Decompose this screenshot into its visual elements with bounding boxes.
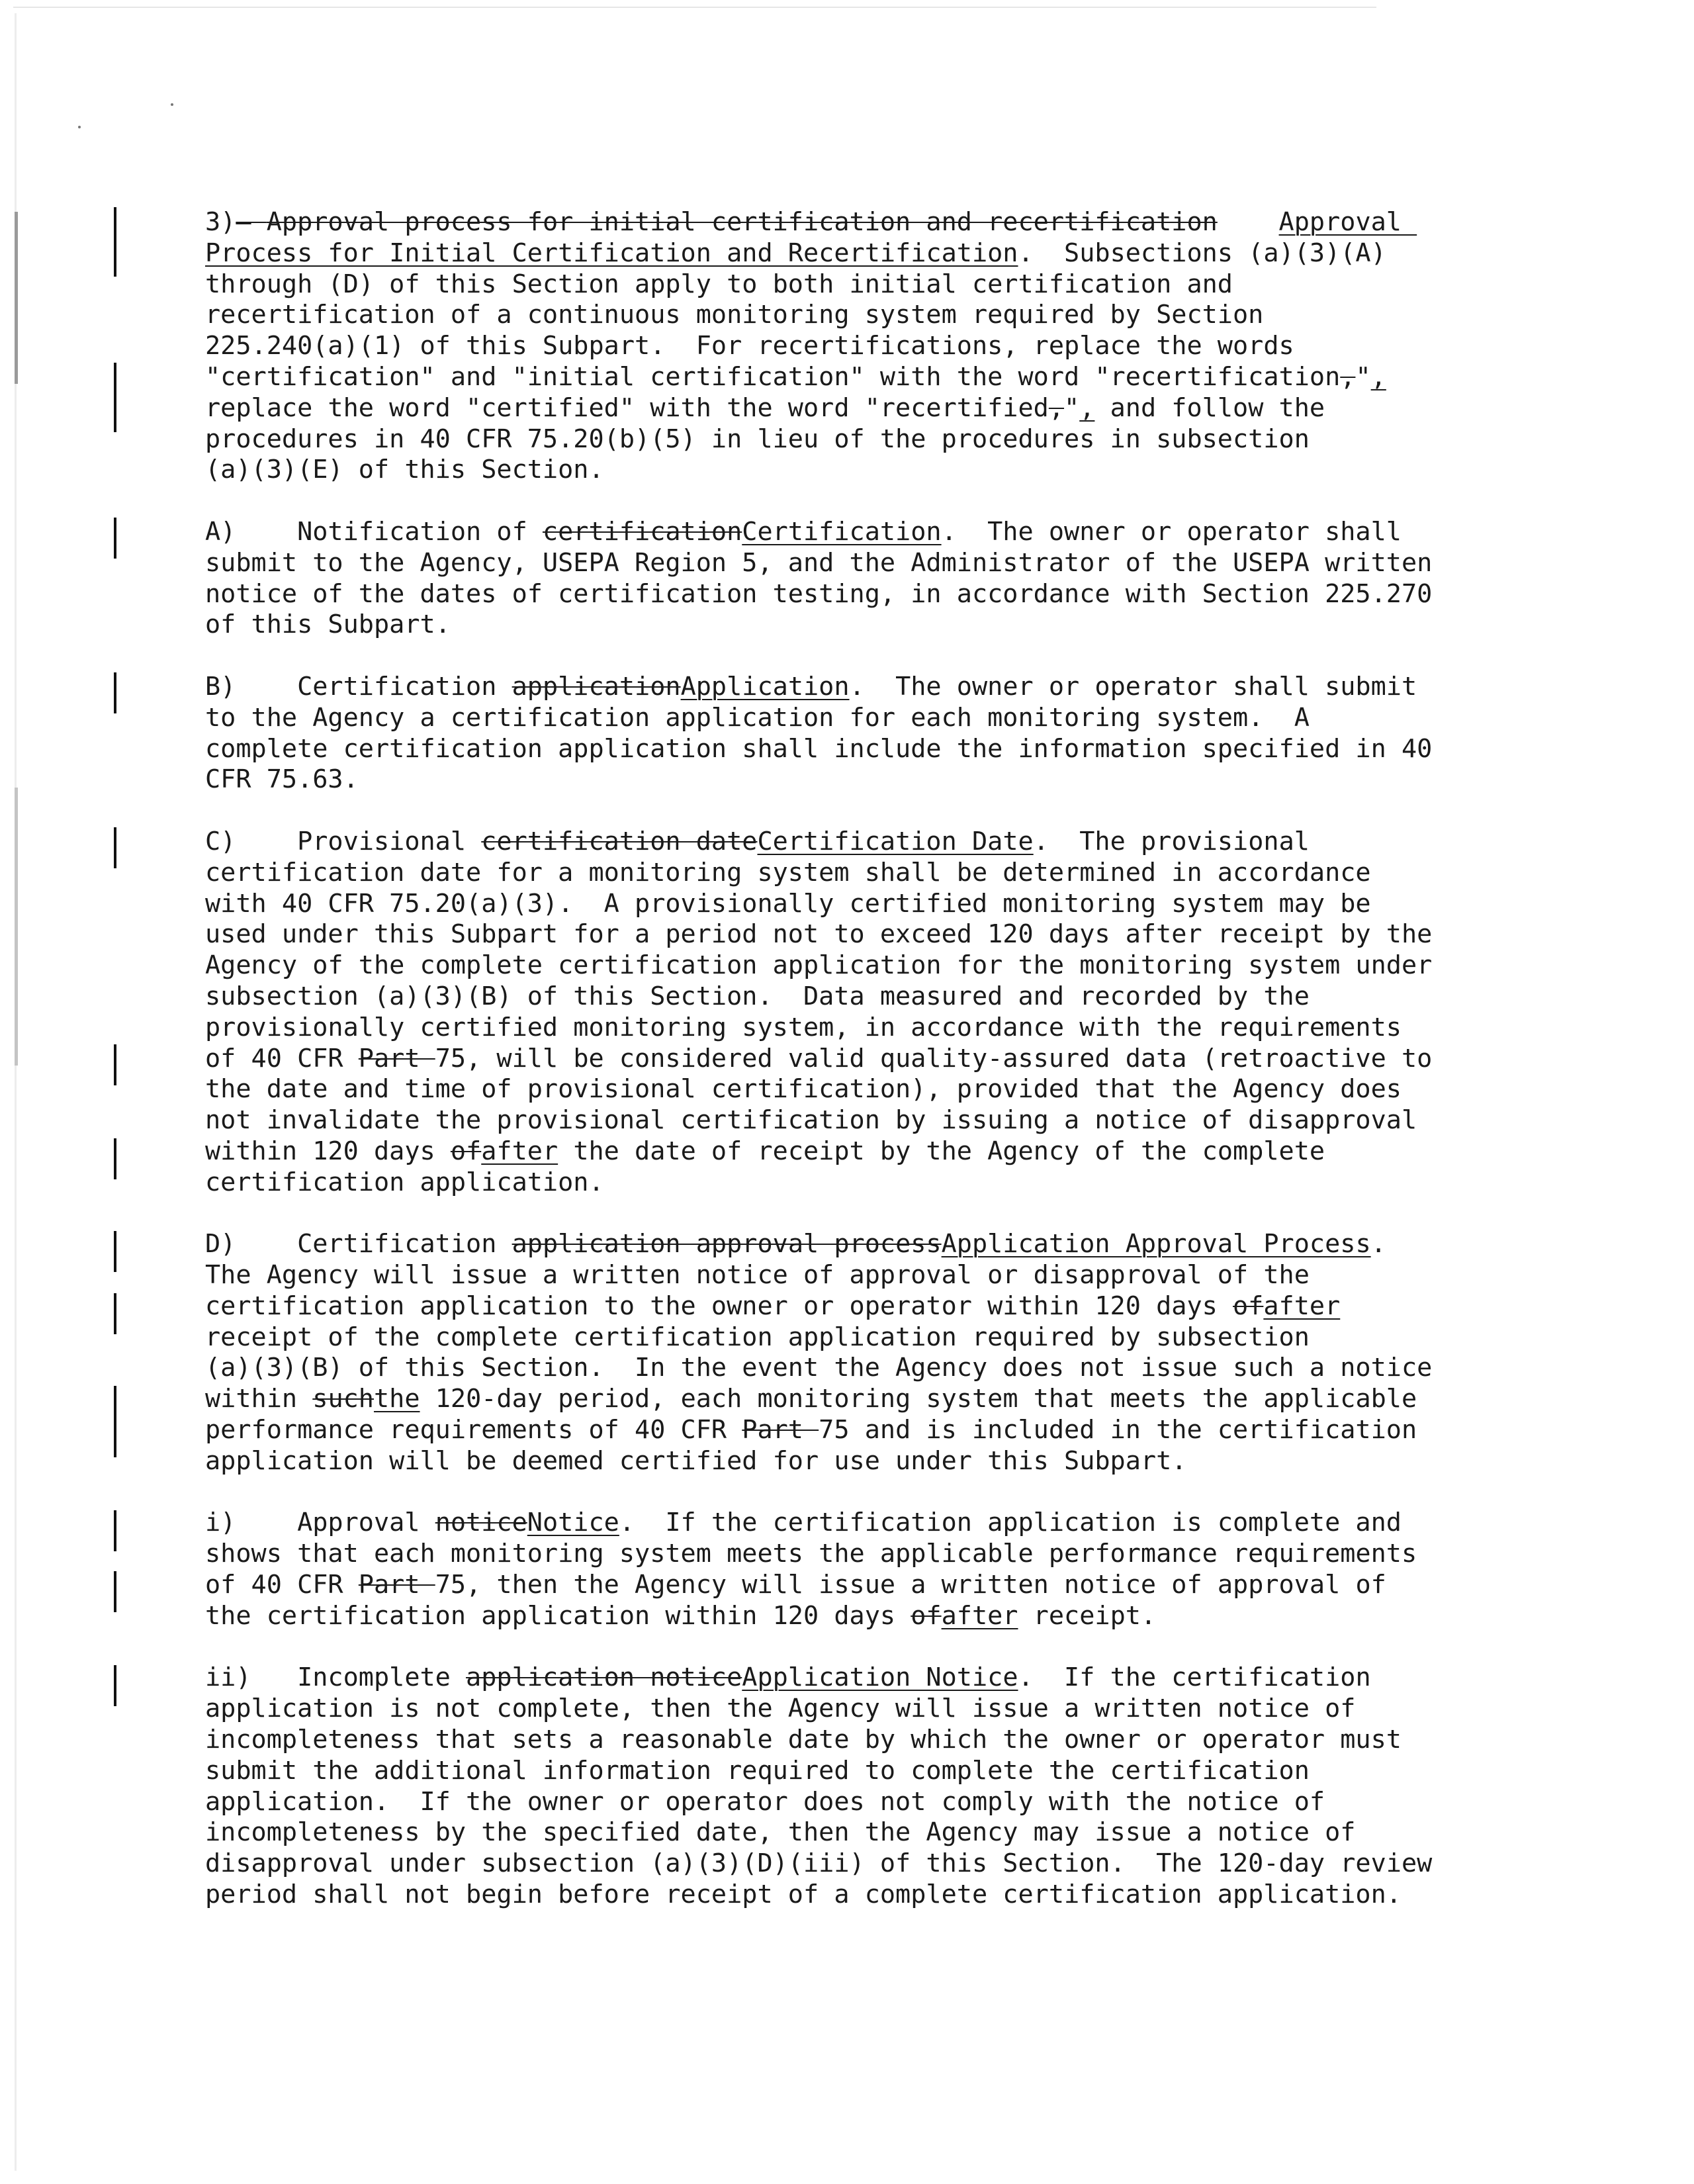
deleted-text: of (1233, 1291, 1264, 1321)
body-text: " (1355, 361, 1371, 392)
body-text: 75 and is included in the certification (819, 1415, 1417, 1445)
text-line (205, 207, 1529, 238)
body-text: provisionally certified monitoring system, in accordance with the requirements (205, 1012, 1402, 1042)
body-text: application. If the owner or operator does not comply with the notice of (205, 1786, 1325, 1817)
body-text: subsection (a)(3)(B) of this Section. Data measured and recorded by the (205, 981, 1310, 1011)
text-line (205, 919, 1529, 950)
text-line (205, 1322, 1529, 1353)
scan-border-top (13, 7, 1376, 8)
text-line (205, 455, 1529, 486)
inserted-text: Certification Date (757, 826, 1034, 856)
inserted-text: Certification (742, 516, 942, 547)
scan-speck (78, 126, 81, 128)
deleted-text: Part (358, 1570, 435, 1600)
body-text: certification application. (205, 1167, 604, 1197)
paragraph (205, 672, 1529, 796)
change-bar (114, 1231, 116, 1272)
paragraph (205, 517, 1529, 641)
text-line (205, 1756, 1529, 1787)
body-text: period shall not begin before receipt of a complete certification application. (205, 1880, 1402, 1910)
text-line (205, 950, 1529, 981)
text-line (205, 1508, 1529, 1539)
body-text: within (205, 1384, 313, 1414)
body-text: . The owner or operator shall submit (849, 671, 1417, 702)
text-line (205, 981, 1529, 1013)
body-text: application is not complete, then the Agency will issue a written notice of (205, 1694, 1356, 1724)
text-line (205, 1013, 1529, 1044)
inserted-text: Approval (1278, 207, 1417, 237)
paragraph (205, 1508, 1529, 1631)
text-line (205, 269, 1529, 300)
body-text: certification date for a monitoring system shall be determined in accordance (205, 857, 1371, 887)
text-line (205, 703, 1529, 734)
deleted-text: notice (435, 1508, 527, 1538)
inserted-text: Notice (527, 1508, 619, 1538)
body-text: Agency of the complete certification application for the monitoring system under (205, 950, 1433, 981)
deleted-text: Part (742, 1415, 819, 1445)
inserted-text: after (1263, 1291, 1341, 1321)
body-text: The Agency will issue a written notice of approval or disapproval of the (205, 1260, 1310, 1291)
text-line (205, 1229, 1529, 1260)
body-text: of 40 CFR (205, 1043, 359, 1073)
paragraph (205, 1662, 1529, 1910)
deleted-text: application approval process (512, 1229, 942, 1259)
body-text: B) Certification (205, 671, 512, 702)
inserted-text: Application (680, 671, 850, 702)
text-line (205, 764, 1529, 796)
body-text: submit to the Agency, USEPA Region 5, and the Administrator of the USEPA written (205, 547, 1433, 578)
body-text: . (1370, 1229, 1386, 1259)
body-text: D) Certification (205, 1229, 512, 1259)
body-text: within 120 days (205, 1136, 451, 1166)
body-text: C) Provisional (205, 826, 482, 856)
text-line (205, 1044, 1529, 1075)
body-text: the date and time of provisional certification), provided that the Agency does (205, 1074, 1402, 1105)
body-text: used under this Subpart for a period not to exceed 120 days after receipt by the (205, 919, 1433, 950)
body-text: with 40 CFR 75.20(a)(3). A provisionally certified monitoring system may be (205, 888, 1371, 919)
text-line (205, 238, 1529, 269)
body-text: through (D) of this Section apply to both initial certification and (205, 269, 1233, 299)
text-line (205, 579, 1529, 610)
document-body (205, 207, 1529, 1942)
change-bar (114, 1416, 116, 1457)
deleted-text: certification (542, 516, 742, 547)
text-line (205, 1291, 1529, 1322)
body-text: complete certification application shall include the information specified in 40 (205, 733, 1433, 764)
text-line (205, 1539, 1529, 1570)
body-text: shows that each monitoring system meets the applicable performance requirements (205, 1539, 1417, 1569)
change-bar (114, 672, 116, 713)
deleted-text: certification date (481, 826, 758, 856)
text-line (205, 300, 1529, 331)
body-text: . Subsections (a)(3)(A) (1018, 238, 1386, 268)
change-bar (114, 207, 116, 277)
body-text: 225.240(a)(1) of this Subpart. For recertifications, replace the words (205, 331, 1294, 361)
deleted-text: , (1048, 392, 1065, 423)
text-line (205, 362, 1529, 393)
text-line (205, 889, 1529, 920)
text-line (205, 517, 1529, 548)
text-line (205, 1694, 1529, 1725)
body-text: receipt of the complete certification application required by subsection (205, 1322, 1310, 1352)
change-bar (114, 363, 116, 432)
body-text: (a)(3)(B) of this Section. In the event the Agency does not issue such a notice (205, 1353, 1433, 1383)
text-line (205, 548, 1529, 579)
text-line (205, 734, 1529, 765)
inserted-text: , (1370, 361, 1386, 392)
inserted-text: after (481, 1136, 558, 1166)
deleted-text: Approval process for initial certification and recertification (266, 207, 1218, 237)
scan-edge-shade (15, 212, 18, 384)
text-line (205, 1725, 1529, 1756)
text-line (205, 1880, 1529, 1911)
inserted-text: the (373, 1384, 420, 1414)
text-line (205, 1136, 1529, 1167)
body-text: replace the word "certified" with the word "recertified (205, 392, 1049, 423)
body-text: 3) (205, 207, 236, 237)
deleted-text: application (512, 671, 681, 702)
body-text: not invalidate the provisional certification by issuing a notice of disapproval (205, 1105, 1417, 1136)
deleted-text: of (450, 1136, 482, 1166)
body-text: submit the additional information required to complete the certification (205, 1755, 1310, 1786)
body-text: 75, then the Agency will issue a written notice of approval of (435, 1570, 1386, 1600)
change-bar (114, 1138, 116, 1179)
body-text: disapproval under subsection (a)(3)(D)(iii) of this Section. The 120-day review (205, 1848, 1433, 1879)
change-bar (114, 1665, 116, 1706)
body-text: of this Subpart. (205, 610, 451, 640)
inserted-text: after (941, 1600, 1018, 1631)
deleted-text: application notice (466, 1662, 742, 1693)
text-line (205, 1446, 1529, 1477)
body-text: . If the certification application is complete and (619, 1508, 1402, 1538)
body-text: receipt. (1018, 1600, 1157, 1631)
text-line (205, 1384, 1529, 1415)
text-line (205, 1570, 1529, 1601)
text-line (205, 1601, 1529, 1632)
text-line (205, 331, 1529, 362)
body-text: 120-day period, each monitoring system that meets the applicable (420, 1384, 1417, 1414)
text-line (205, 1260, 1529, 1291)
body-text: procedures in 40 CFR 75.20(b)(5) in lieu of the procedures in subsection (205, 424, 1310, 454)
deleted-text: — (236, 207, 267, 237)
inserted-text: , (1079, 392, 1095, 423)
body-text: . The owner or operator shall (941, 516, 1402, 547)
paragraph (205, 207, 1529, 486)
body-text: "certification" and "initial certification" with the word "recertification (205, 361, 1341, 392)
text-line (205, 1817, 1529, 1848)
scan-edge-shade (15, 788, 18, 1066)
body-text: CFR 75.63. (205, 764, 359, 795)
body-text: i) Approval (205, 1508, 435, 1538)
text-line (205, 1415, 1529, 1446)
paragraph (205, 827, 1529, 1199)
body-text: the certification application within 120 days (205, 1600, 911, 1631)
change-bar (114, 1293, 116, 1334)
body-text: . The provisional (1033, 826, 1310, 856)
body-text: application will be deemed certified for use under this Subpart. (205, 1445, 1187, 1476)
change-bar (114, 518, 116, 559)
text-line (205, 1662, 1529, 1694)
text-line (205, 1105, 1529, 1136)
body-text: certification application to the owner or operator within 120 days (205, 1291, 1233, 1321)
deleted-text: , (1340, 361, 1356, 392)
body-text: A) Notification of (205, 516, 543, 547)
body-text: . If the certification (1018, 1662, 1371, 1693)
body-text: performance requirements of 40 CFR (205, 1415, 742, 1445)
inserted-text: Application Notice (742, 1662, 1018, 1693)
text-line (205, 424, 1529, 455)
text-line (205, 672, 1529, 703)
change-bar (114, 1571, 116, 1612)
scan-speck (171, 103, 173, 106)
body-text: the date of receipt by the Agency of the complete (558, 1136, 1325, 1166)
body-text: (a)(3)(E) of this Section. (205, 455, 604, 485)
text-line (205, 1353, 1529, 1384)
body-text: recertification of a continuous monitoring system required by Section (205, 300, 1264, 330)
body-text: 75, will be considered valid quality-assured data (retroactive to (435, 1043, 1433, 1073)
body-text (1218, 207, 1279, 237)
paragraph (205, 1229, 1529, 1477)
body-text: ii) Incomplete (205, 1662, 467, 1693)
deleted-text: such (312, 1384, 374, 1414)
body-text: incompleteness that sets a reasonable date by which the owner or operator must (205, 1725, 1402, 1755)
body-text: to the Agency a certification application for each monitoring system. A (205, 702, 1310, 733)
text-line (205, 1848, 1529, 1880)
body-text: incompleteness by the specified date, then the Agency may issue a notice of (205, 1817, 1356, 1848)
text-line (205, 393, 1529, 424)
text-line (205, 1167, 1529, 1199)
text-line (205, 858, 1529, 889)
text-line (205, 1787, 1529, 1818)
deleted-text: of (911, 1600, 942, 1631)
change-bar (114, 827, 116, 868)
text-line (205, 1074, 1529, 1105)
deleted-text: Part (358, 1043, 435, 1073)
change-bar (114, 1044, 116, 1085)
body-text: and follow the (1094, 392, 1325, 423)
body-text: notice of the dates of certification testing, in accordance with Section 225.270 (205, 578, 1433, 609)
body-text: " (1064, 392, 1080, 423)
inserted-text: Process for Initial Certification and Recertification (205, 238, 1018, 268)
body-text: of 40 CFR (205, 1570, 359, 1600)
change-bar (114, 1510, 116, 1551)
text-line (205, 827, 1529, 858)
text-line (205, 610, 1529, 641)
inserted-text: Application Approval Process (941, 1229, 1371, 1259)
